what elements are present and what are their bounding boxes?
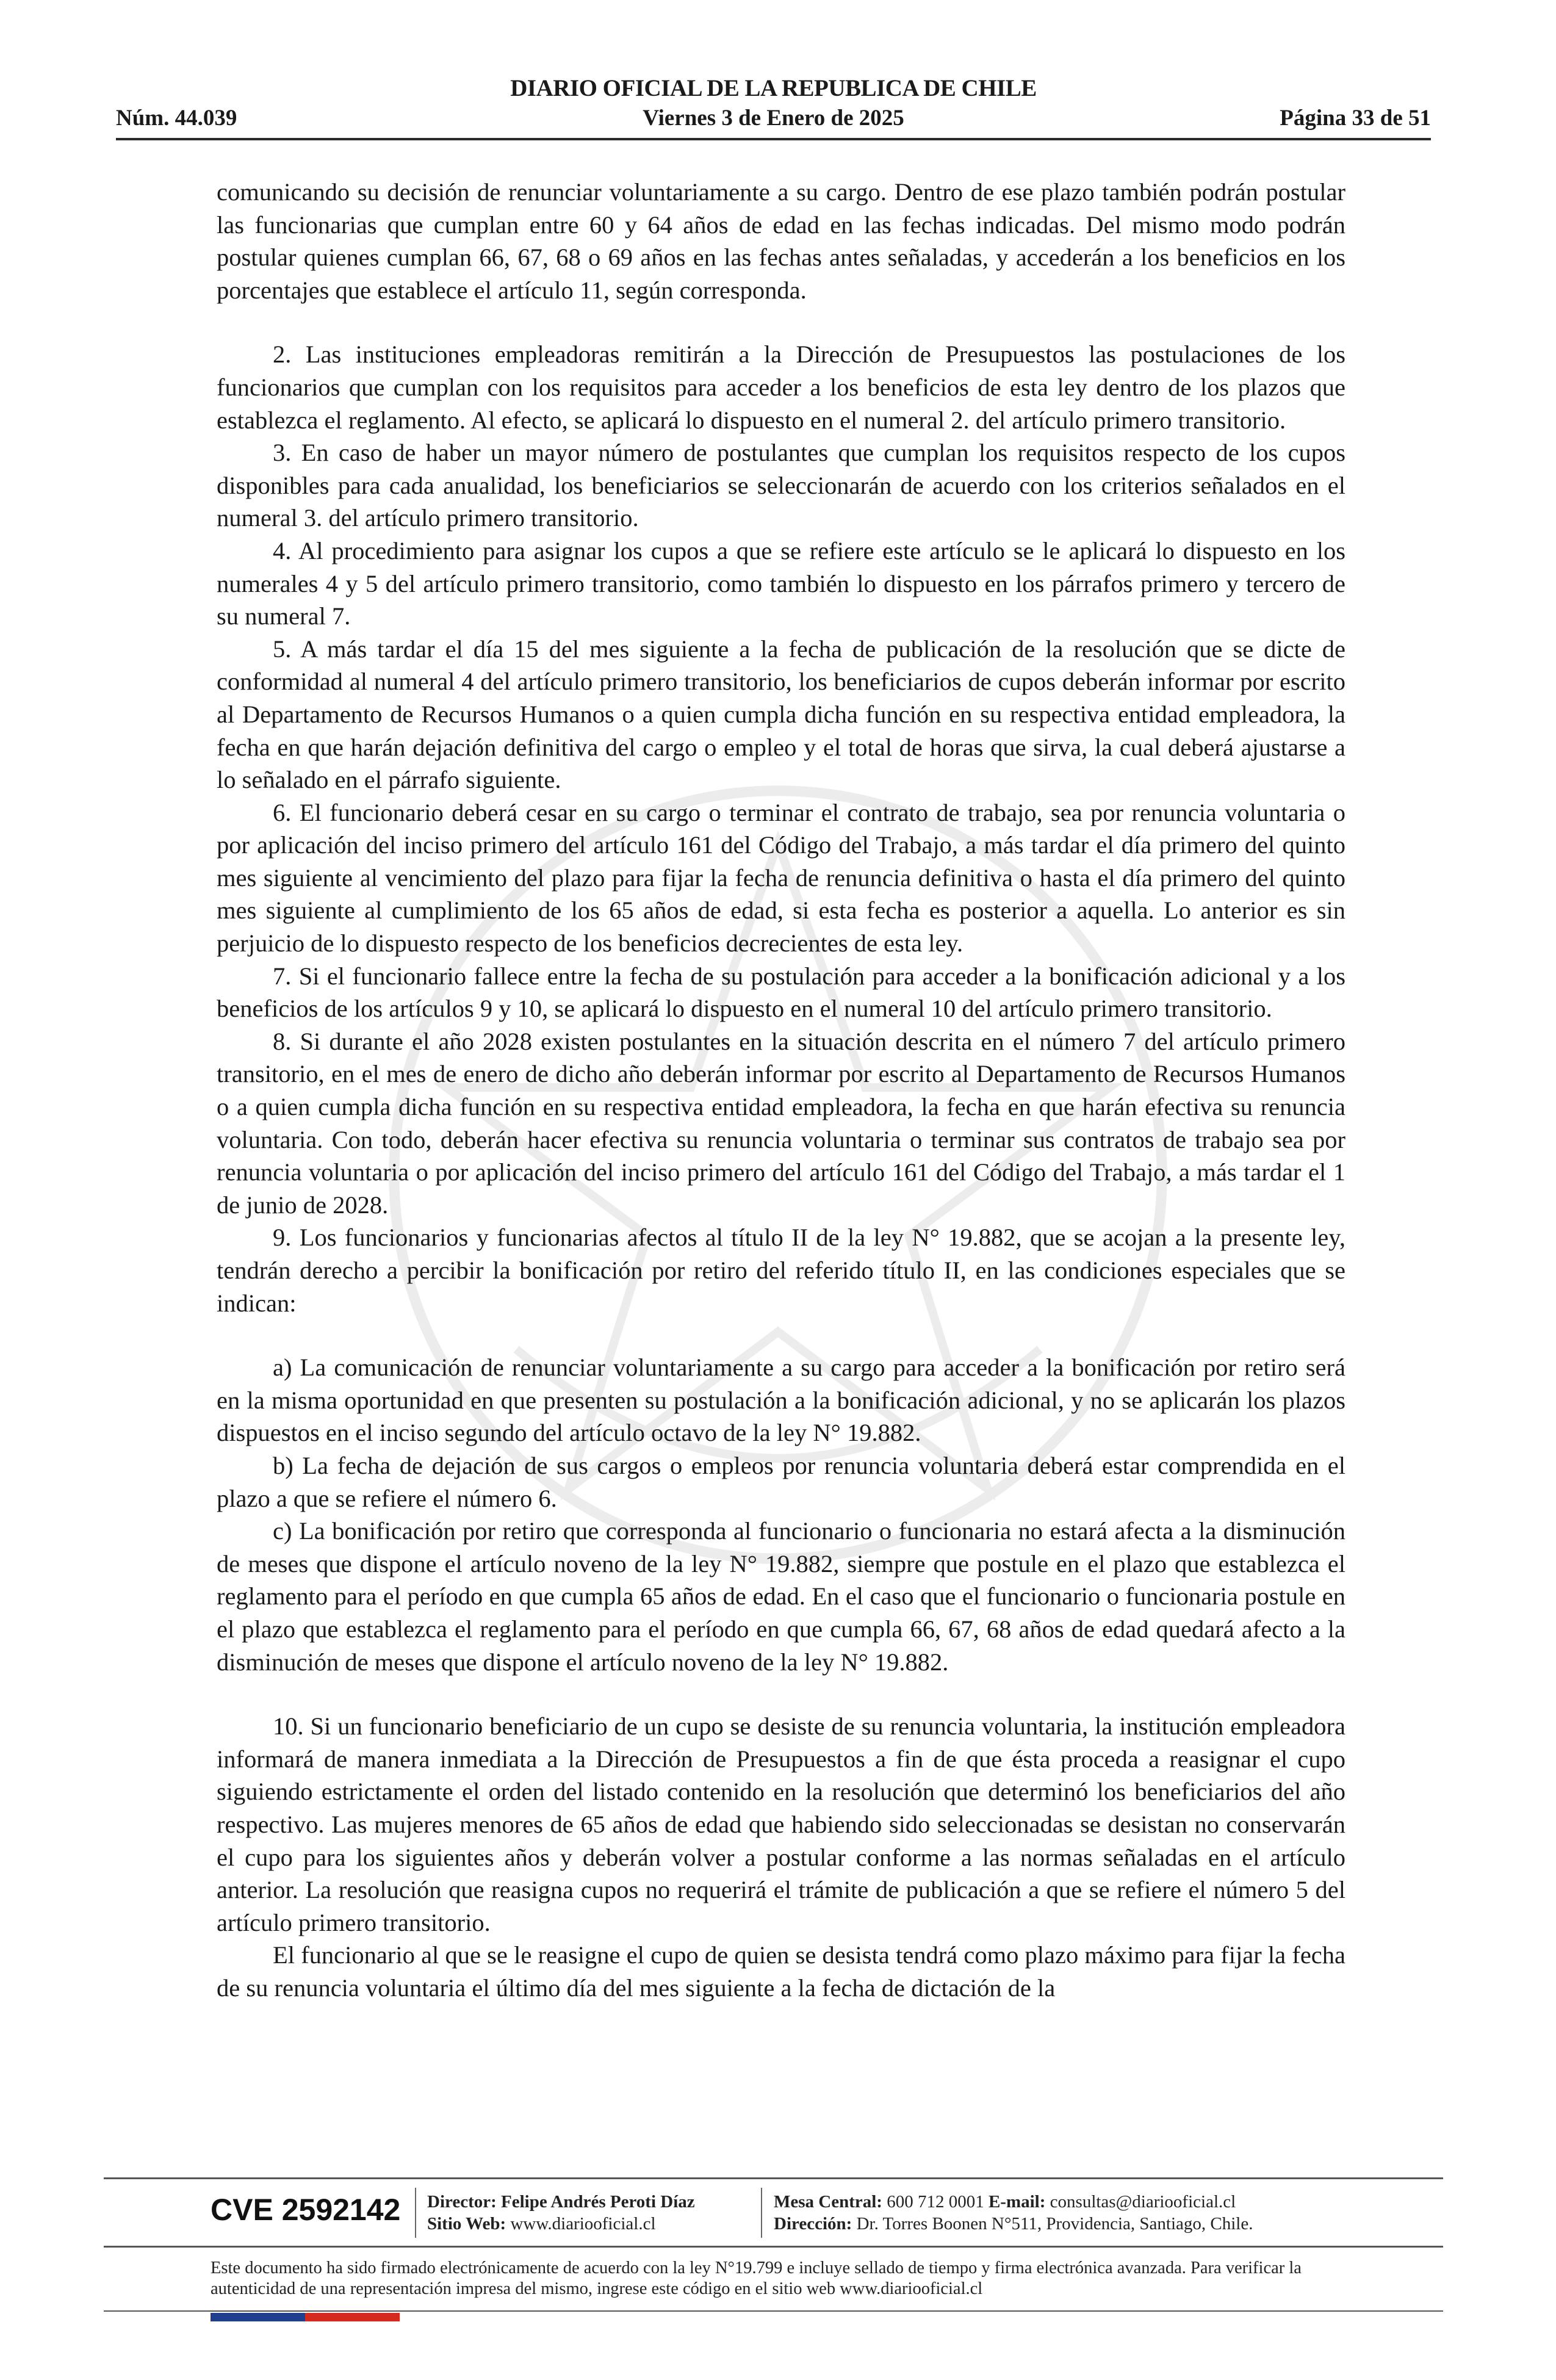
flag-red-segment — [305, 2313, 400, 2321]
paragraph: comunicando su decisión de renunciar voluntariamente a su cargo. Dentro de ese plazo también podrán postular las funcionarias que cumplan entre 60 y 64 años de edad en las fechas indicadas. Del mismo modo podrán postular quienes cumplan 66, 67, 68 o 69 años en las fechas antes señaladas, y accederán a los beneficios en los porcentajes que establece el artículo 11, según corresponda. — [217, 178, 1345, 304]
phone-number: 600 712 0001 — [887, 2192, 984, 2212]
paragraph: 9. Los funcionarios y funcionarias afectos al título II de la ley N° 19.882, que se acojan a la presente ley, tendrán derecho a percibir la bonificación por retiro del referido título II, en las condiciones especiales que se indican: — [217, 1224, 1345, 1317]
footer-separator — [761, 2188, 762, 2238]
address-label: Dirección: — [774, 2214, 852, 2234]
paragraph: 5. A más tardar el día 15 del mes siguiente a la fecha de publicación de la resolución que se dicte de conformidad al numeral 4 del artículo primero transitorio, los beneficiarios de cupos deberán informar por escrito al Departamento de Recursos Humanos o a quien cumpla dicha función en su respectiva entidad empleadora, la fecha en que harán dejación definitiva del cargo o empleo y el total de horas que sirva, la cual deberá ajustarse a lo señalado en el párrafo siguiente. — [217, 635, 1345, 794]
footer-contact-block — [774, 2191, 1253, 2235]
paragraph: b) La fecha de dejación de sus cargos o empleos por renuncia voluntaria deberá estar comprendida en el plazo a que se refiere el número 6. — [217, 1451, 1345, 1512]
footer-separator — [415, 2188, 416, 2238]
paragraph: c) La bonificación por retiro que corresponda al funcionario o funcionaria no estará afecta a la disminución de meses que dispone el artículo noveno de la ley N° 19.882, siempre que postule en el plazo que establezca el reglamento para el período en que cumpla 65 años de edad. En el caso que el funcionario o funcionaria postule en el plazo que establezca el reglamento para el período en que cumpla 66, 67, 68 años de edad quedará afecto a la disminución de meses que dispone el artículo noveno de la ley N° 19.882. — [217, 1517, 1345, 1676]
flag-blue-segment — [211, 2313, 305, 2321]
address: Dr. Torres Boonen N°511, Providencia, Santiago, Chile. — [856, 2214, 1253, 2234]
paragraph: 8. Si durante el año 2028 existen postulantes en la situación descrita en el número 7 del artículo primero transitorio, en el mes de enero de dicho año deberán informar por escrito al Departamento de Recursos Humanos o a quien cumpla dicha función en su respectiva entidad empleadora, la fecha en que harán efectiva su renuncia voluntaria. Con todo, deberán hacer efectiva su renuncia voluntaria o terminar sus contratos de trabajo sea por renuncia voluntaria o por aplicación del inciso primero del artículo 161 del Código del Trabajo, a más tardar el 1 de junio de 2028. — [217, 1027, 1345, 1219]
director-label: Director: — [427, 2192, 497, 2212]
paragraph: 2. Las instituciones empleadoras remitirán a la Dirección de Presupuestos las postulaciones de los funcionarios que cumplan con los requisitos para acceder a los beneficios de esta ley dentro de los plazos que establezca el reglamento. Al efecto, se aplicará lo dispuesto en el numeral 2. del artículo primero transitorio. — [217, 341, 1345, 434]
paragraph: El funcionario al que se le reasigne el cupo de quien se desista tendrá como plazo máximo para fijar la fecha de su renuncia voluntaria el último día del mes siguiente a la fecha de dictación de la — [217, 1941, 1345, 2002]
paragraph: 3. En caso de haber un mayor número de postulantes que cumplan los requisitos respecto de los cupos disponibles para cada anualidad, los beneficiarios se seleccionarán de acuerdo con los criterios señalados en el numeral 3. del artículo primero transitorio. — [217, 439, 1345, 532]
footer-divider-middle — [104, 2246, 1443, 2248]
site-link[interactable]: www.diariooficial.cl — [510, 2214, 656, 2234]
page-header — [116, 74, 1431, 143]
document-body — [217, 176, 1345, 2004]
email-link[interactable]: consultas@diariooficial.cl — [1050, 2192, 1236, 2212]
issue-date: Viernes 3 de Enero de 2025 — [643, 106, 904, 131]
header-divider — [116, 138, 1431, 140]
cve-code: CVE 2592142 — [211, 2193, 401, 2227]
footer-director-block — [427, 2191, 695, 2235]
email-label: E-mail: — [988, 2192, 1046, 2212]
paragraph: 7. Si el funcionario fallece entre la fecha de su postulación para acceder a la bonificación adicional y a los beneficios de los artículos 9 y 10, se aplicará lo dispuesto en el numeral 10 del artículo primero transitorio. — [217, 962, 1345, 1023]
issue-number: Núm. 44.039 — [116, 106, 237, 131]
director-name: Felipe Andrés Peroti Díaz — [501, 2192, 695, 2212]
footer-divider-bottom — [104, 2310, 1443, 2312]
page-number: Página 33 de 51 — [1280, 106, 1431, 131]
phone-label: Mesa Central: — [774, 2192, 882, 2212]
paragraph: 6. El funcionario deberá cesar en su cargo o terminar el contrato de trabajo, sea por renuncia voluntaria o por aplicación del inciso primero del artículo 161 del Código del Trabajo, a más tardar el día primero del quinto mes siguiente al vencimiento del plazo para fijar la fecha de renuncia definitiva o hasta el día primero del quinto mes siguiente al cumplimiento de los 65 años de edad, si esta fecha es posterior a aquella. Lo anterior es sin perjuicio de lo dispuesto respecto de los beneficios decrecientes de esta ley. — [217, 798, 1345, 957]
paragraph: 10. Si un funcionario beneficiario de un cupo se desiste de su renuncia voluntaria, la institución empleadora informará de manera inmediata a la Dirección de Presupuestos a fin de que ésta proceda a reasignar el cupo siguiendo estrictamente el orden del listado contenido en la resolución que determinó los beneficiarios del año respectivo. Las mujeres menores de 65 años de edad que habiendo sido seleccionadas se desistan no conservarán el cupo para los siguientes años y deberán volver a postular conforme a las normas señaladas en el artículo anterior. La resolución que reasigna cupos no requerirá el trámite de publicación a que se refiere el número 5 del artículo primero transitorio. — [217, 1712, 1345, 1936]
site-label: Sitio Web: — [427, 2214, 506, 2234]
legal-notice: Este documento ha sido firmado electrónicamente de acuerdo con la ley N°19.799 e incluye sellado de tiempo y firma electrónica avanzada. Para verificar la autenticidad de una representación impresa del mismo, ingrese este código en el sitio web www.diariooficial.cl — [211, 2259, 1302, 2298]
masthead: DIARIO OFICIAL DE LA REPUBLICA DE CHILE — [510, 75, 1037, 101]
paragraph: a) La comunicación de renunciar voluntariamente a su cargo para acceder a la bonificación por retiro será en la misma oportunidad en que presenten su postulación a la bonificación adicional, y no se aplicarán los plazos dispuestos en el inciso segundo del artículo octavo de la ley N° 19.882. — [217, 1354, 1345, 1447]
paragraph: 4. Al procedimiento para asignar los cupos a que se refiere este artículo se le aplicará lo dispuesto en los numerales 4 y 5 del artículo primero transitorio, como también lo dispuesto en los párrafos primero y tercero de su numeral 7. — [217, 536, 1345, 630]
footer-divider-top — [104, 2177, 1443, 2179]
